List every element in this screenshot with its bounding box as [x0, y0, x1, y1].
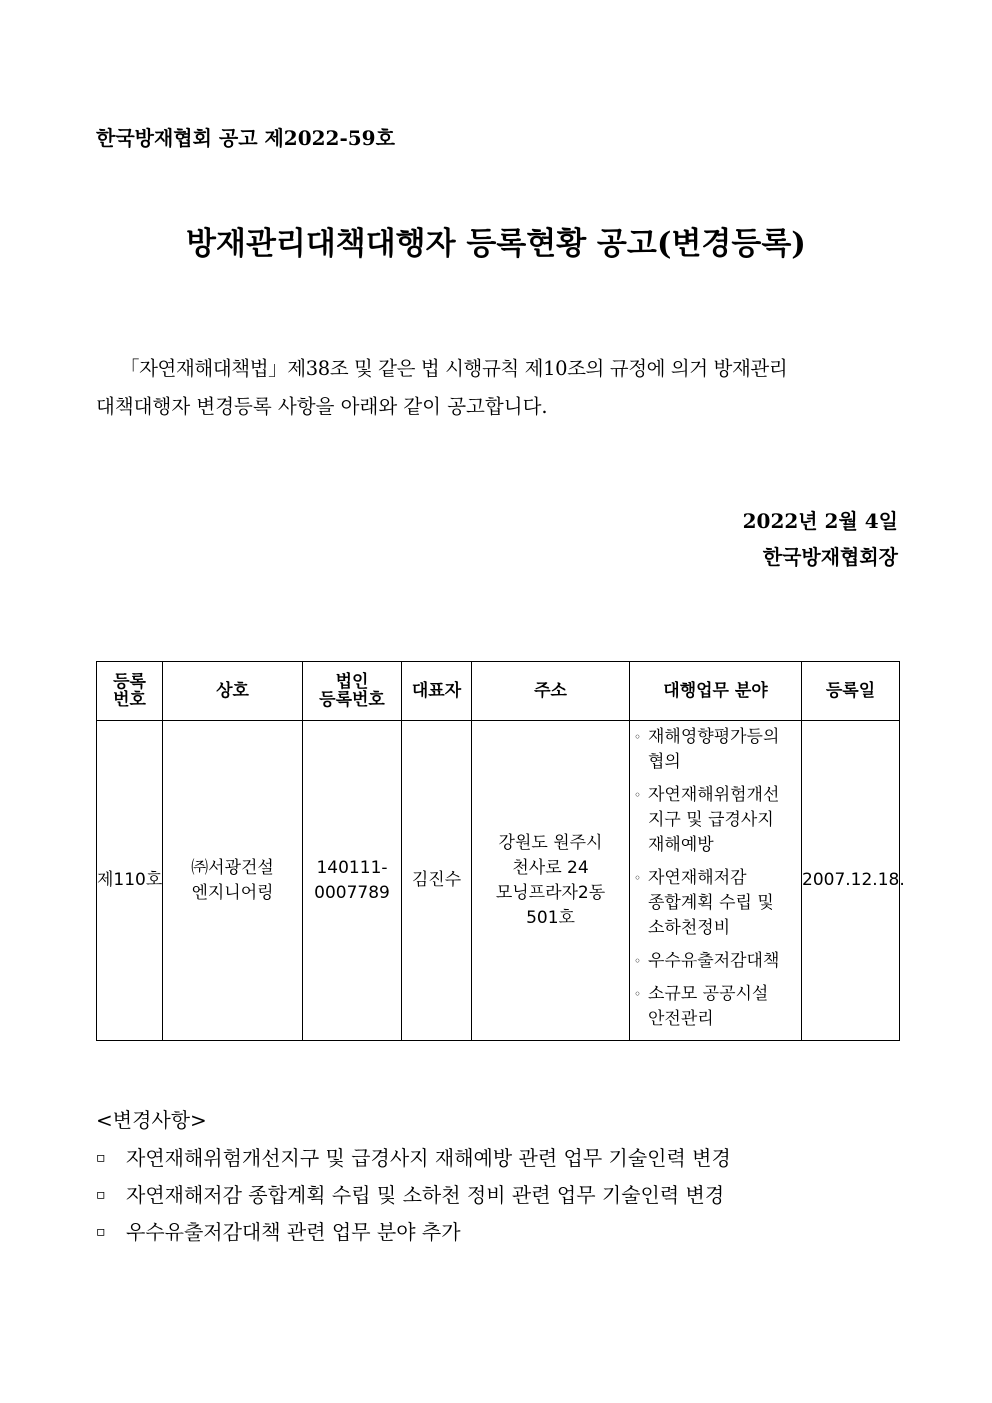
list-item	[96, 1177, 731, 1214]
circle-bullet-icon: ◦	[634, 730, 642, 744]
cell-reg-date: 2007.12.18.	[802, 721, 900, 1041]
square-bullet-icon: ▫	[96, 1150, 106, 1166]
list-item	[96, 1214, 731, 1251]
list-item	[96, 1140, 731, 1177]
field-item	[634, 949, 799, 974]
issuer-name: 한국방재협회장	[762, 545, 898, 569]
table-row	[97, 721, 900, 1041]
header-fields: 대행업무 분야	[630, 662, 802, 721]
change-text: 우수유출저감대책 관련 업무 분야 추가	[126, 1220, 461, 1244]
field-item	[634, 866, 799, 941]
field-text: 재해영향평가등의 협의	[648, 727, 780, 772]
registration-table	[96, 661, 905, 1041]
body-paragraph	[96, 350, 898, 426]
circle-bullet-icon: ◦	[634, 954, 642, 968]
field-item	[634, 783, 799, 858]
circle-bullet-icon: ◦	[634, 871, 642, 885]
header-corp-reg-no: 법인 등록번호	[303, 662, 402, 721]
body-line-2: 대책대행자 변경등록 사항을 아래와 같이 공고합니다.	[96, 395, 548, 418]
header-reg-date: 등록일	[802, 662, 900, 721]
cell-reg-no: 제110호	[97, 721, 163, 1041]
field-text: 자연재해위험개선 지구 및 급경사지 재해예방	[648, 785, 780, 855]
page-title: 방재관리대책대행자 등록현황 공고(변경등록)	[186, 226, 806, 262]
cell-address: 강원도 원주시 천사로 24 모닝프라자2동 501호	[472, 721, 630, 1041]
notice-number: 한국방재협회 공고 제2022-59호	[96, 126, 395, 150]
header-address: 주소	[472, 662, 630, 721]
circle-bullet-icon: ◦	[634, 987, 642, 1001]
square-bullet-icon: ▫	[96, 1224, 106, 1240]
changes-list	[96, 1140, 731, 1251]
header-company: 상호	[163, 662, 303, 721]
header-reg-no: 등록 번호	[97, 662, 163, 721]
change-text: 자연재해위험개선지구 및 급경사지 재해예방 관련 업무 기술인력 변경	[126, 1146, 731, 1170]
change-text: 자연재해저감 종합계획 수립 및 소하천 정비 관련 업무 기술인력 변경	[126, 1183, 725, 1207]
changes-title: <변경사항>	[96, 1108, 207, 1132]
header-representative: 대표자	[402, 662, 472, 721]
field-item	[634, 982, 799, 1032]
cell-company: ㈜서광건설 엔지니어링	[163, 721, 303, 1041]
table-header-row	[97, 662, 900, 721]
square-bullet-icon: ▫	[96, 1187, 106, 1203]
cell-fields	[630, 721, 802, 1041]
field-text: 자연재해저감 종합계획 수립 및 소하천정비	[648, 868, 774, 938]
notice-date: 2022년 2월 4일	[742, 509, 898, 533]
cell-corp-reg-no: 140111- 0007789	[303, 721, 402, 1041]
circle-bullet-icon: ◦	[634, 788, 642, 802]
cell-representative: 김진수	[402, 721, 472, 1041]
body-line-1: 「자연재해대책법」제38조 및 같은 법 시행규칙 제10조의 규정에 의거 방재관리	[120, 357, 788, 380]
field-item	[634, 725, 799, 775]
field-text: 우수유출저감대책	[648, 951, 780, 971]
field-text: 소규모 공공시설 안전관리	[648, 984, 769, 1029]
